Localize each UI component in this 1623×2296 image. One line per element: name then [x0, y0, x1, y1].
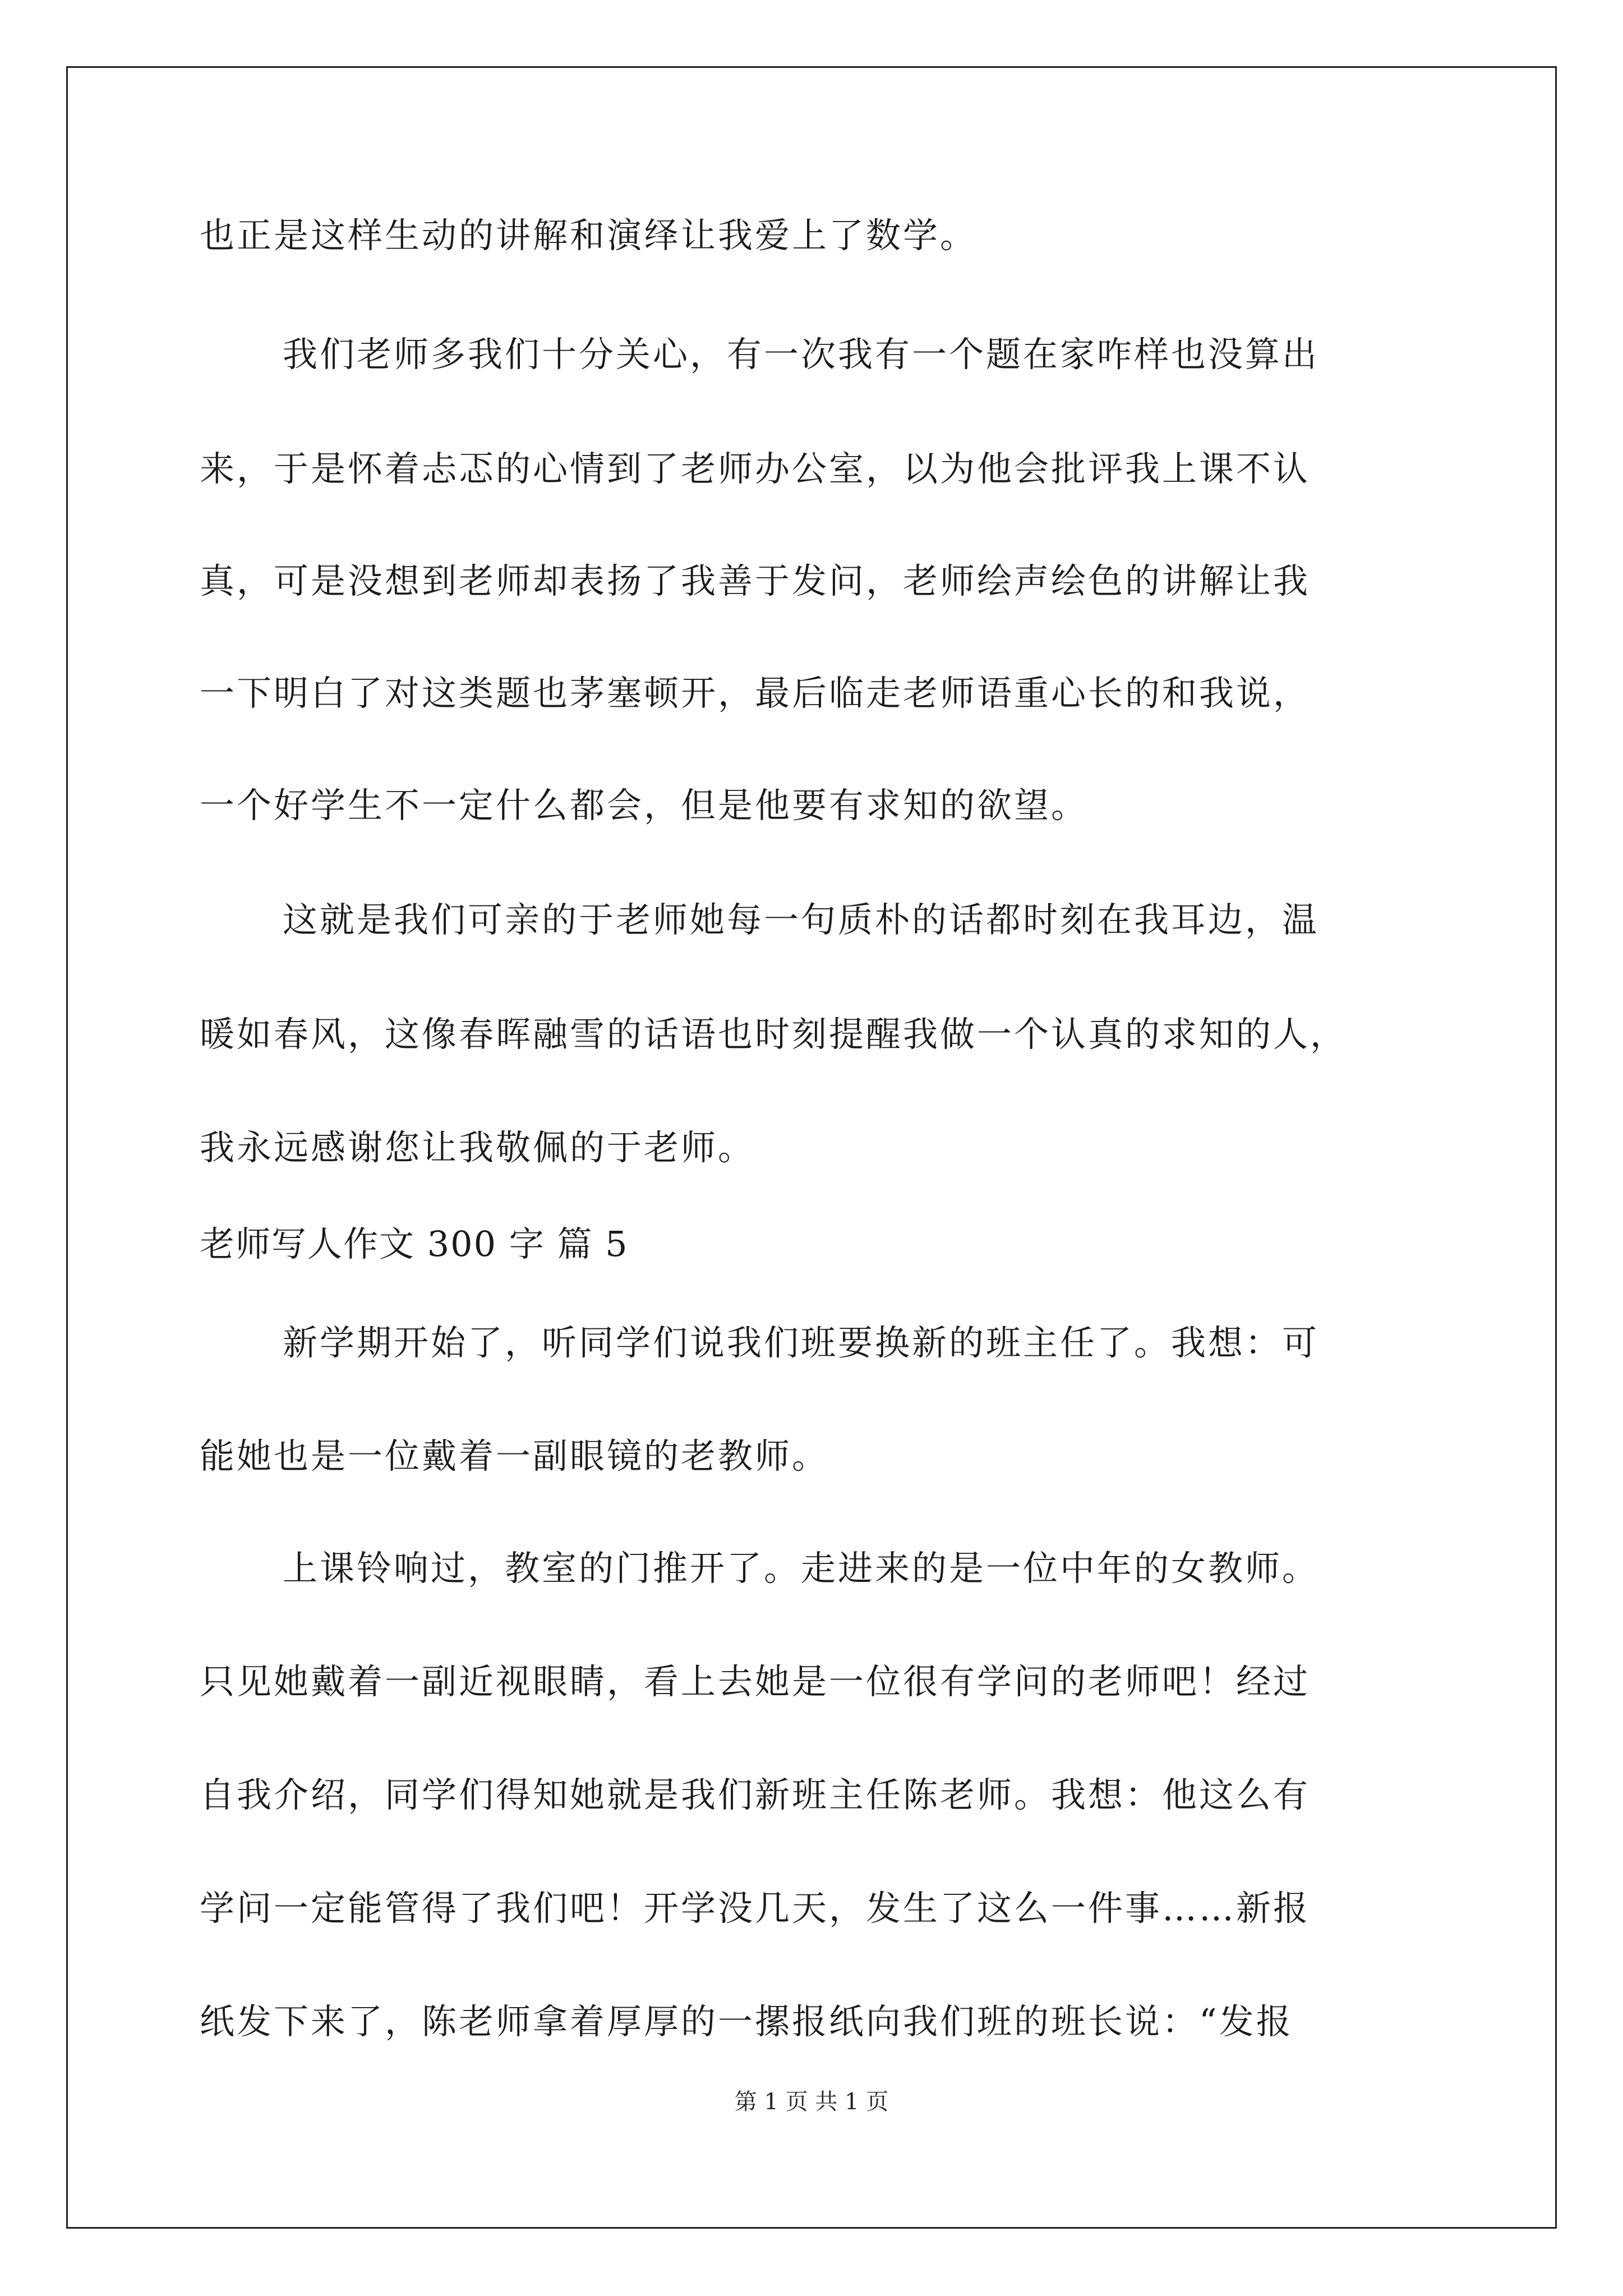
paragraph-first-line: 我们老师多我们十分关心，有一次我有一个题在家咋样也没算出	[283, 334, 1320, 375]
section-heading: 老师写人作文 300 字 篇 5	[200, 1223, 629, 1264]
paragraph-first-line: 新学期开始了，听同学们说我们班要换新的班主任了。我想：可	[283, 1322, 1320, 1363]
text-line: 一下明白了对这类题也茅塞顿开，最后临走老师语重心长的和我说，	[200, 673, 1311, 714]
text-line: 自我介绍，同学们得知她就是我们新班主任陈老师。我想：他这么有	[200, 1774, 1311, 1815]
text-line: 暖如春风，这像春晖融雪的话语也时刻提醒我做一个认真的求知的人，	[200, 1014, 1348, 1055]
text-line: 我永远感谢您让我敬佩的于老师。	[200, 1127, 755, 1168]
text-line: 纸发下来了，陈老师拿着厚厚的一摞报纸向我们班的班长说：“发报	[200, 2001, 1293, 2042]
paragraph-first-line: 这就是我们可亲的于老师她每一句质朴的话都时刻在我耳边，温	[283, 899, 1320, 940]
text-line: 能她也是一位戴着一副眼镜的老教师。	[200, 1435, 829, 1476]
text-line: 学问一定能管得了我们吧！开学没几天，发生了这么一件事……新报	[200, 1888, 1311, 1929]
text-line: 来，于是怀着忐忑的心情到了老师办公室，以为他会批评我上课不认	[200, 448, 1311, 489]
text-line: 真，可是没想到老师却表扬了我善于发问，老师绘声绘色的讲解让我	[200, 560, 1311, 601]
text-line: 也正是这样生动的讲解和演绎让我爱上了数学。	[200, 215, 978, 256]
paragraph-first-line: 上课铃响过，教室的门推开了。走进来的是一位中年的女教师。	[283, 1548, 1320, 1589]
page-footer: 第 1 页 共 1 页	[734, 2089, 889, 2115]
text-line: 一个好学生不一定什么都会，但是他要有求知的欲望。	[200, 785, 1089, 826]
text-line: 只见她戴着一副近视眼睛，看上去她是一位很有学问的老师吧！经过	[200, 1661, 1311, 1702]
